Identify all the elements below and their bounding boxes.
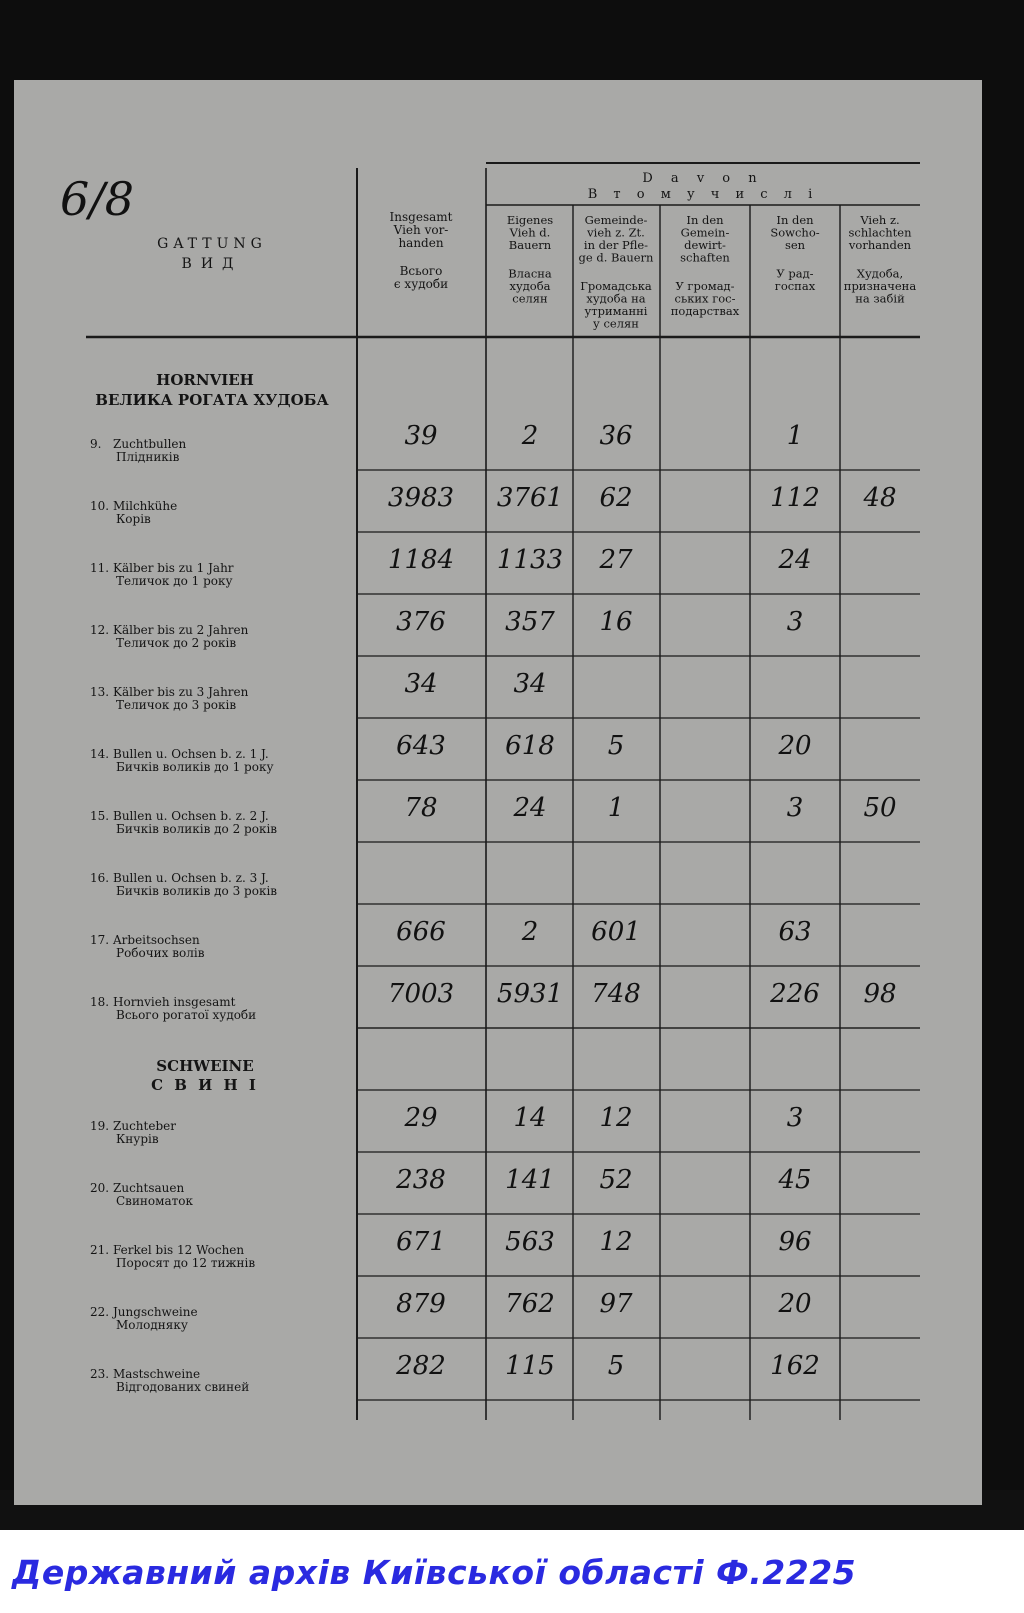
row-label-ua: Кнурів [116, 1132, 159, 1146]
row-number: 23. [90, 1367, 110, 1381]
header-col-ua: У рад- [776, 266, 814, 281]
row-label-ua: Молодняку [116, 1318, 188, 1332]
header-vyd: ВИД [181, 256, 243, 272]
cell-value: 29 [404, 1103, 438, 1133]
row-label-de: Zuchtbullen [113, 437, 187, 451]
row-label-ua: Поросят до 12 тижнів [116, 1256, 256, 1270]
row-number: 14. [90, 747, 110, 761]
cell-value: 2 [521, 421, 539, 451]
cell-value: 24 [778, 545, 812, 575]
cell-value: 5 [607, 731, 625, 761]
cell-value: 3983 [387, 483, 455, 513]
row-number: 17. [90, 933, 110, 947]
cell-value: 36 [599, 421, 633, 451]
header-col-de: Bauern [508, 238, 552, 252]
header-total-de: Insgesamt [389, 210, 453, 224]
archive-caption: Державний архів Київської області Ф.2225 [12, 1553, 857, 1592]
cell-value: 5 [607, 1351, 625, 1381]
header-col-de: sen [784, 238, 806, 252]
header-col-ua: ських гос- [674, 291, 736, 306]
header-col-ua: у селян [593, 316, 639, 331]
header-col-de: ge d. Bauern [578, 250, 654, 265]
cell-value: 2 [521, 917, 539, 947]
row-number: 22. [90, 1305, 110, 1319]
cell-value: 98 [863, 979, 897, 1009]
cell-value: 879 [396, 1289, 446, 1319]
cell-value: 62 [599, 483, 633, 513]
cell-value: 50 [863, 793, 897, 823]
cell-value: 39 [404, 421, 438, 451]
header-col-ua: У громад- [675, 279, 735, 293]
row-label-ua: Плідників [116, 450, 180, 464]
header-col-ua: Худоба, [856, 266, 904, 281]
header-col-ua: худоба [509, 279, 551, 293]
row-number: 11. [90, 561, 110, 575]
cell-value: 666 [396, 917, 446, 947]
cell-value: 12 [599, 1227, 633, 1257]
header-col-ua: селян [512, 291, 548, 306]
cell-value: 27 [599, 545, 633, 575]
header-col-de: dewirt- [684, 238, 726, 252]
row-number: 21. [90, 1243, 110, 1257]
cell-value: 14 [513, 1103, 547, 1133]
header-col-ua: Власна [508, 266, 552, 281]
cell-value: 34 [513, 669, 547, 699]
row-label-de: Bullen u. Ochsen b. z. 1 J. [113, 747, 269, 761]
section-schweine-ua: С В И Н І [151, 1076, 259, 1094]
row-label-ua: Робочих волів [116, 946, 205, 960]
cell-value: 618 [505, 731, 555, 761]
row-label-de: Bullen u. Ochsen b. z. 2 J. [113, 809, 269, 823]
cell-value: 671 [396, 1227, 446, 1257]
cell-value: 162 [770, 1351, 820, 1381]
cell-value: 5931 [496, 979, 564, 1009]
cell-value: 1133 [496, 545, 564, 575]
row-label-de: Hornvieh insgesamt [113, 995, 236, 1009]
cell-value: 762 [505, 1289, 555, 1319]
header-col-de: In den [686, 213, 724, 227]
header-col-de: Vieh d. [509, 225, 551, 240]
row-label-de: Zuchteber [113, 1119, 176, 1133]
row-label-ua: Корів [116, 512, 151, 526]
row-label-ua: Відгодованих свиней [116, 1380, 250, 1394]
row-number: 18. [90, 995, 110, 1009]
cell-value: 1 [786, 421, 804, 451]
row-number: 10. [90, 499, 110, 513]
cell-value: 115 [505, 1351, 555, 1381]
cell-value: 16 [599, 607, 633, 637]
cell-value: 748 [591, 979, 641, 1009]
header-col-de: schaften [680, 250, 730, 265]
cell-value: 1 [607, 793, 625, 823]
header-col-ua: утриманні [584, 304, 648, 318]
row-number: 13. [90, 685, 110, 699]
row-label-de: Bullen u. Ochsen b. z. 3 J. [113, 871, 269, 885]
header-davon-de: D a v o n [642, 171, 764, 186]
cell-value: 376 [396, 607, 446, 637]
cell-value: 48 [863, 483, 897, 513]
header-col-ua: худоба на [586, 291, 646, 306]
header-col-de: Sowcho- [770, 225, 820, 240]
cell-value: 78 [404, 793, 438, 823]
row-label-ua: Теличок до 3 років [116, 698, 237, 712]
cell-value: 3 [786, 607, 804, 637]
cell-value: 34 [404, 669, 438, 699]
row-number: 19. [90, 1119, 110, 1133]
header-total-de: handen [398, 236, 444, 250]
cell-value: 563 [505, 1227, 555, 1257]
header-col-de: In den [776, 213, 814, 227]
row-label-ua: Теличок до 1 року [116, 574, 233, 588]
row-label-de: Kälber bis zu 1 Jahr [113, 561, 234, 575]
header-total-ua: Всього [399, 264, 443, 278]
header-col-ua: призначена [843, 279, 917, 293]
header-total-de: Vieh vor- [393, 223, 449, 237]
cell-value: 20 [778, 731, 812, 761]
header-col-ua: госпах [774, 279, 816, 293]
cell-value: 141 [505, 1165, 555, 1195]
row-label-de: Milchkühe [113, 499, 178, 513]
cell-value: 45 [778, 1165, 812, 1195]
row-number: 9. [90, 437, 102, 451]
row-number: 15. [90, 809, 110, 823]
header-total-ua: є худоби [393, 277, 449, 291]
section-hornvieh-de: HORNVIEH [156, 371, 254, 389]
header-col-de: schlachten [848, 225, 912, 240]
cell-value: 601 [591, 917, 641, 947]
row-label-de: Zuchtsauen [113, 1181, 185, 1195]
row-label-de: Arbeitsochsen [113, 933, 200, 947]
row-label-ua: Бичків воликів до 2 років [116, 822, 278, 836]
row-number: 16. [90, 871, 110, 885]
row-label-de: Jungschweine [113, 1305, 198, 1319]
row-label-de: Ferkel bis 12 Wochen [113, 1243, 245, 1257]
row-label-de: Kälber bis zu 3 Jahren [113, 685, 249, 699]
header-col-de: in der Pfle- [583, 238, 649, 252]
cell-value: 238 [396, 1165, 446, 1195]
header-col-de: Eigenes [506, 213, 554, 227]
header-col-de: Gemein- [680, 225, 730, 240]
row-label-de: Kälber bis zu 2 Jahren [113, 623, 249, 637]
row-number: 20. [90, 1181, 110, 1195]
row-label-ua: Бичків воликів до 1 року [116, 760, 274, 774]
header-col-ua: на забій [855, 291, 905, 306]
cell-value: 7003 [387, 979, 455, 1009]
row-label-ua: Всього рогатої худоби [116, 1008, 257, 1022]
section-hornvieh-ua: ВЕЛИКА РОГАТА ХУДОБА [95, 391, 329, 409]
header-col-de: Vieh z. [860, 213, 900, 227]
cell-value: 97 [599, 1289, 633, 1319]
cell-value: 96 [778, 1227, 812, 1257]
header-col-de: vieh z. Zt. [587, 225, 645, 240]
cell-value: 1184 [387, 545, 455, 575]
folio-number: 6/8 [60, 172, 135, 226]
row-label-ua: Свиноматок [116, 1194, 194, 1208]
cell-value: 3 [786, 1103, 804, 1133]
cell-value: 357 [505, 607, 555, 637]
row-label-de: Mastschweine [113, 1367, 201, 1381]
header-gattung: GATTUNG [157, 236, 267, 252]
cell-value: 24 [513, 793, 547, 823]
cell-value: 643 [396, 731, 446, 761]
cell-value: 3 [786, 793, 804, 823]
cell-value: 3761 [496, 483, 564, 513]
header-col-de: Gemeinde- [584, 213, 648, 227]
cell-value: 12 [599, 1103, 633, 1133]
cell-value: 63 [778, 917, 812, 947]
row-label-ua: Теличок до 2 років [116, 636, 237, 650]
header-col-ua: Громадська [580, 279, 652, 293]
header-col-ua: подарствах [670, 304, 740, 318]
row-label-ua: Бичків воликів до 3 років [116, 884, 278, 898]
header-davon-ua: В т о м у ч и с л і [587, 187, 819, 202]
cell-value: 52 [599, 1165, 633, 1195]
header-col-de: vorhanden [848, 238, 912, 252]
cell-value: 112 [770, 483, 820, 513]
cell-value: 20 [778, 1289, 812, 1319]
row-number: 12. [90, 623, 110, 637]
section-schweine-de: SCHWEINE [156, 1057, 254, 1075]
cell-value: 282 [396, 1351, 446, 1381]
cell-value: 226 [770, 979, 820, 1009]
